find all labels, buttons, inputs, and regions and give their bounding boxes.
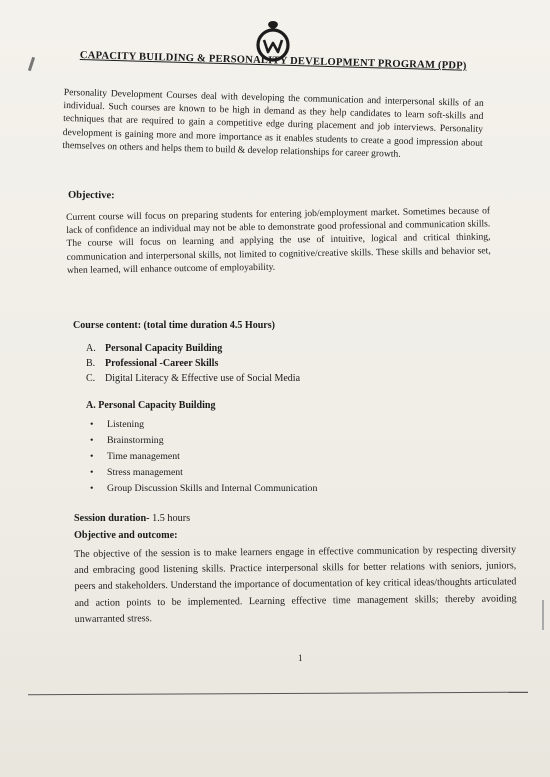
session-duration-label: Session duration-	[74, 513, 150, 524]
list-item	[86, 341, 300, 356]
course-content-list	[86, 341, 300, 386]
intro-paragraph: Personality Development Courses deal with developing the communication and interpersonal skills of an individual. Such courses are known to be high in demand as they help candidates to learn soft-skills and techniques that are required to gain a competitive edge during placement and job interviews. Personality development is gaining more and more importance as it enables students to create a good impression about themselves on others and helps them to build & develop relationships for career growth.	[62, 86, 484, 160]
list-item-label: A.	[86, 343, 96, 354]
list-item	[90, 449, 317, 465]
list-item-text: Listening	[107, 419, 145, 430]
section-a-heading: A. Personal Capacity Building	[86, 400, 216, 411]
list-item-text: Stress management	[107, 467, 183, 478]
page-title: CAPACITY BUILDING & PERSONALITY DEVELOPMENT PROGRAM (PDP)	[79, 50, 467, 72]
list-item	[86, 371, 300, 386]
list-item-text: Professional -Career Skills	[105, 358, 219, 369]
bottom-divider	[28, 692, 528, 696]
bullet-icon: •	[90, 451, 94, 462]
bullet-icon: •	[90, 483, 94, 494]
list-item-text: Personal Capacity Building	[105, 343, 223, 354]
list-item-label: B.	[86, 358, 96, 369]
course-content-heading: Course content: (total time duration 4.5 Hours)	[73, 320, 275, 331]
list-item	[90, 433, 317, 449]
page-number: 1	[298, 653, 303, 663]
list-item-label: C.	[86, 373, 96, 384]
outcome-heading: Objective and outcome:	[74, 530, 178, 541]
session-duration-value: 1.5 hours	[149, 513, 191, 524]
list-item	[86, 356, 300, 371]
list-item	[90, 465, 317, 481]
bullet-icon: •	[90, 467, 94, 478]
list-item	[90, 417, 317, 433]
list-item-text: Time management	[107, 451, 180, 462]
objective-heading: Objective:	[67, 189, 115, 202]
outcome-paragraph: The objective of the session is to make learners engage in effective communication by respecting diversity and embracing good listening skills. Practice interpersonal skills for better relations with seniors, juniors, peers and stakeholders. Understand the importance of documentation of key critical ideas/thoughts articulated and action points to be implemented. Learning effective time management skills; thereby avoiding unwarranted stress.	[74, 544, 517, 625]
section-a-bullets	[90, 417, 317, 497]
scan-mark	[28, 57, 35, 71]
list-item-text: Digital Literacy & Effective use of Social Media	[105, 373, 301, 384]
list-item	[90, 481, 317, 497]
scan-edge	[542, 600, 544, 630]
session-duration	[74, 513, 190, 524]
objective-paragraph: Current course will focus on preparing students for entering job/employment market. Sometimes because of lack of confidence an individual may not be able to demonstrate good professional and communication skills. The course will focus on learning and applying the use of intuitive, logical and critical thinking, communication and interpersonal skills, not limited to cognitive/creative skills. These skills and behavior set, when learned, will enhance outcome of employability.	[66, 205, 491, 276]
bullet-icon: •	[90, 435, 94, 446]
list-item-text: Brainstorming	[107, 435, 164, 446]
bullet-icon: •	[90, 419, 94, 430]
list-item-text: Group Discussion Skills and Internal Communication	[107, 483, 318, 494]
